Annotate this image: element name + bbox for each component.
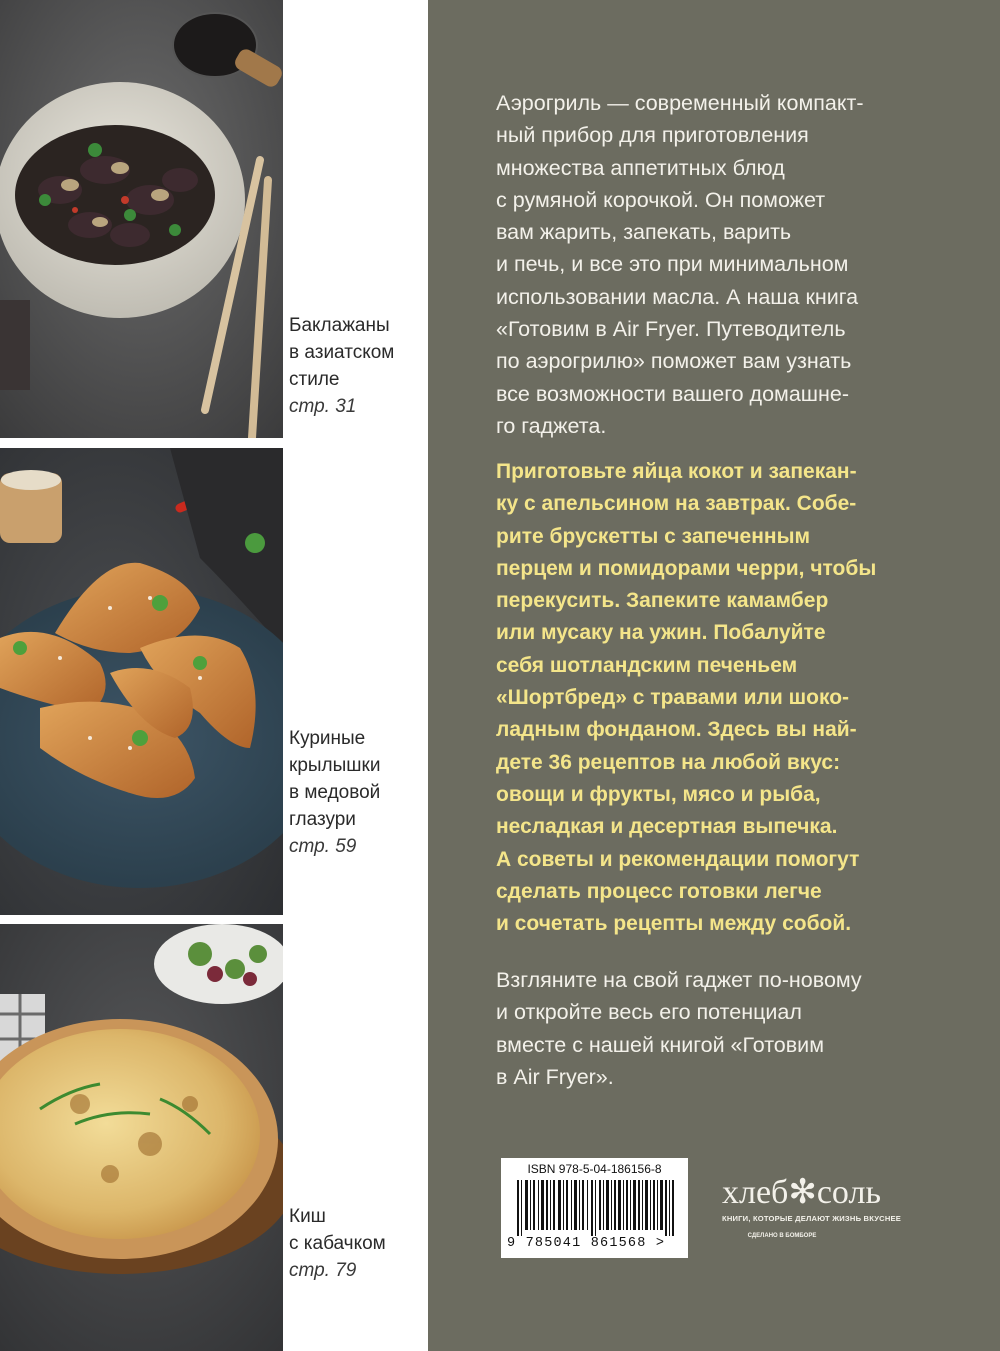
barcode-bars [517, 1180, 675, 1236]
publisher-logo [722, 1174, 902, 1239]
highlight-paragraph: Приготовьте яйца кокот и запекан- ку с апельсином на завтрак. Собе- рите брускетты с запеченным перцем и помидорами черри, чтобы перекусить. Запеките камамбер или мусаку на ужин. Побалуйте себя шотландским печеньем «Шортбред» с травами или шоко- ладным фонданом. Здесь вы най- дете 36 рецептов на любой вкус: овощи и фрукты, мясо и рыба, несладкая и десертная выпечка. А советы и рекомендации помогут сделать процесс готовки легче и сочетать рецепты между собой. [496, 460, 877, 936]
outro-paragraph: Взгляните на свой гаджет по-новому и откройте весь его потенциал вместе с нашей книгой «Готовим в Air Fryer». [496, 968, 862, 1089]
recipe-page: стр. 59 [289, 836, 357, 857]
intro-paragraph: Аэрогриль — современный компакт- ный прибор для приготовления множества аппетитных блюд с румяной корочкой. Он поможет вам жарить, запекать, варить и печь, и все это при минимальном использовании масла. А наша книга «Готовим в Air Fryer. Путеводитель по аэрогрилю» поможет вам узнать все возможности вашего домашне- го гаджета. [496, 91, 864, 438]
eggplant-photo [0, 0, 283, 438]
left-column [0, 0, 428, 1351]
chicken-wings-photo [0, 448, 283, 915]
recipe-name: Куриные крылышки в медовой глазури [289, 728, 381, 830]
recipe-caption-2 [289, 725, 424, 860]
recipe-name: Киш с кабачком [289, 1206, 386, 1254]
quiche-photo [0, 924, 283, 1351]
isbn-barcode [501, 1158, 688, 1258]
publisher-name: хлеб✻соль [722, 1174, 881, 1211]
recipe-name: Баклажаны в азиатском стиле [289, 315, 395, 390]
recipe-page: стр. 79 [289, 1260, 357, 1281]
publisher-imprint: СДЕЛАНО В БОМБОРЕ [747, 1233, 817, 1239]
recipe-caption-3 [289, 1203, 424, 1284]
recipe-caption-1 [289, 312, 424, 420]
isbn-number: ISBN 978-5-04-186156-8 [527, 1162, 662, 1176]
recipe-page: стр. 31 [289, 396, 357, 417]
barcode-digits: 9 785041 861568 > [507, 1236, 666, 1251]
publisher-tagline: КНИГИ, КОТОРЫЕ ДЕЛАЮТ ЖИЗНЬ ВКУСНЕЕ [722, 1214, 902, 1223]
